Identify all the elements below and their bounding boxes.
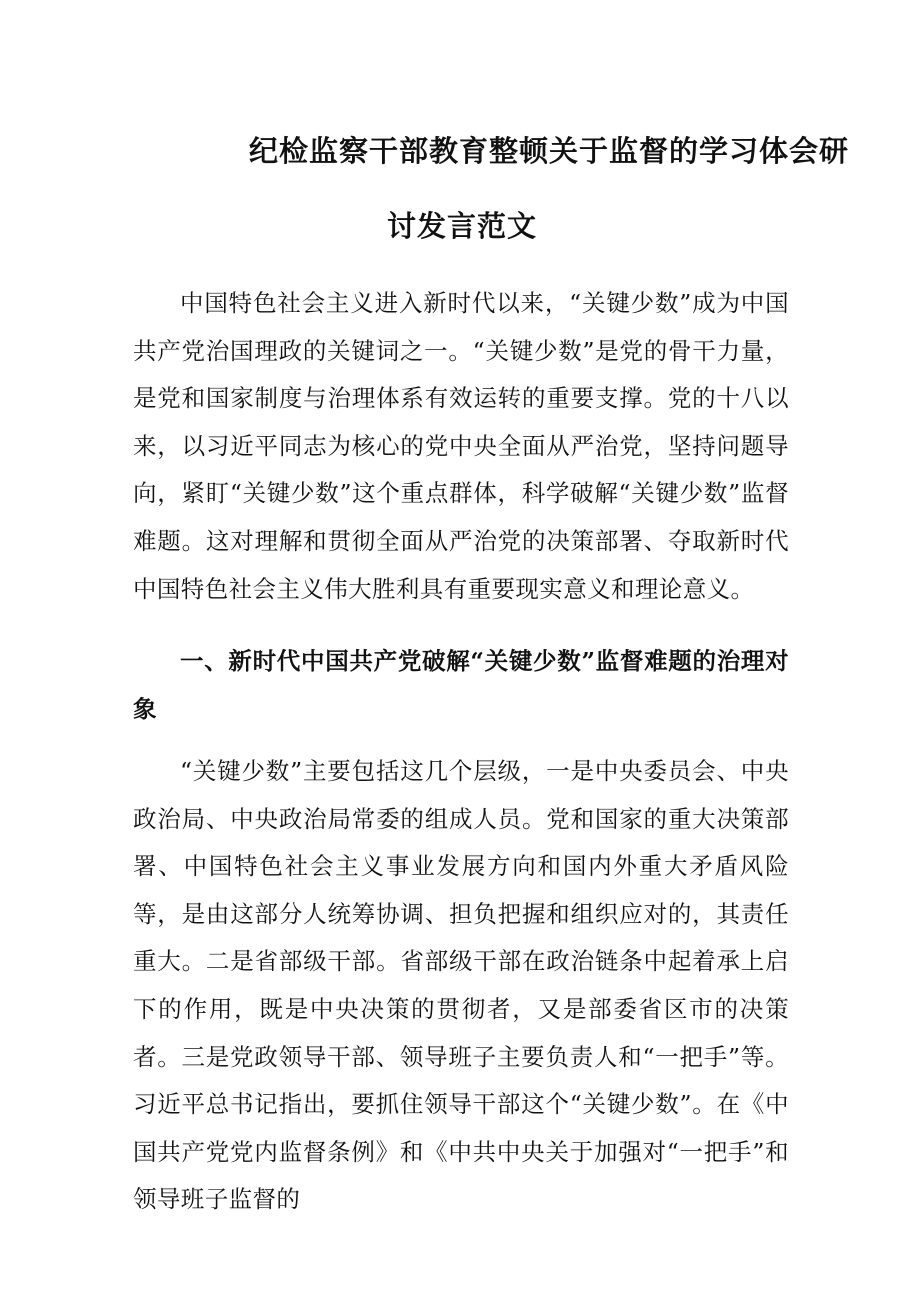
section-1-paragraph: “关键少数”主要包括这几个层级，一是中央委员会、中央政治局、中央政治局常委的组成人员。党和国家的重大决策部署、中国特色社会主义事业发展方向和国内外重大矛盾风险等，是由这部分人统筹协调、担负把握和组织应对的，其责任重大。二是省部级干部。省部级干部在政治链条中起着承上启下的作用，既是中央决策的贯彻者，又是部委省区市的决策者。三是党政领导干部、领导班子主要负责人和“一把手”等。习近平总书记指出，要抓住领导干部这个“关键少数”。在《中国共产党党内监督条例》和《中共中央关于加强对“一把手”和领导班子监督的 [133, 757, 789, 1214]
section-heading-1: 一、新时代中国共产党破解“关键少数”监督难题的治理对象 [133, 647, 789, 723]
document-title-line-1: 纪检监察干部教育整顿关于监督的学习体会研 [249, 134, 850, 168]
document-title-line-2: 讨发言范文 [387, 209, 538, 243]
intro-paragraph: 中国特色社会主义进入新时代以来，“关键少数”成为中国共产党治国理政的关键词之一。“关键少数”是党的骨干力量，是党和国家制度与治理体系有效运转的重要支撑。党的十八以来，以习近平同志为核心的党中央全面从严治党，坚持问题导向，紧盯“关键少数”这个重点群体，科学破解“关键少数”监督难题。这对理解和贯彻全面从严治党的决策部署、夺取新时代中国特色社会主义伟大胜利具有重要现实意义和理论意义。 [133, 289, 789, 603]
